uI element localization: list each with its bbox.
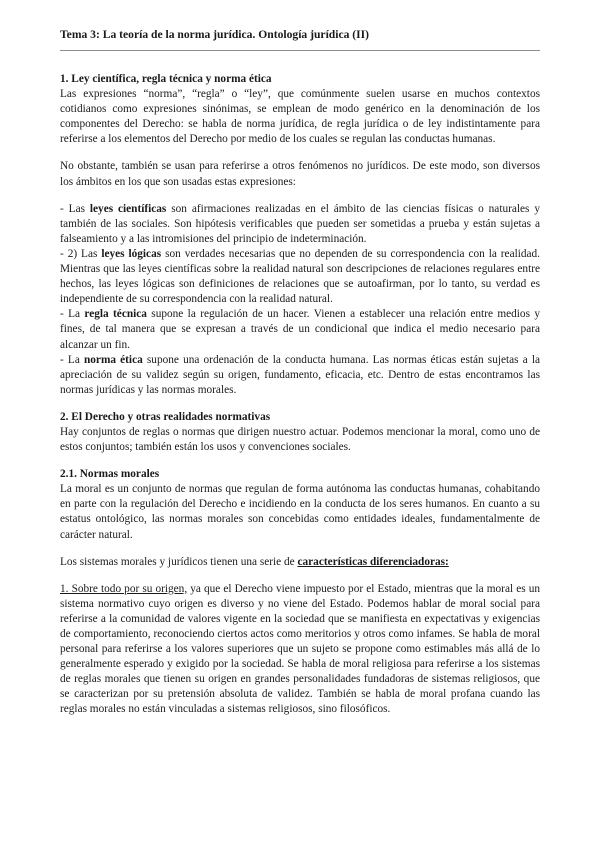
list-item-text: son verdades necesarias que no dependen de su correspondencia con la realidad. Mientras que las leyes científicas sobre la realidad natural son descripciones de relaciones regulares entre hechos, las leyes lógicas son definiciones de relaciones que se autoafirman, por lo tanto, su verdad es independiente de su correspondencia con la realidad natural. [60, 247, 540, 306]
section-2-paragraph-1: Hay conjuntos de reglas o normas que dirigen nuestro actuar. Podemos mencionar la moral, como uno de estos conjuntos; también están los usos y convenciones sociales. [60, 425, 540, 454]
list-item-prefix: - La [60, 353, 84, 366]
list-item-norma-etica [60, 353, 540, 398]
point-1-lead: 1. Sobre todo por su origen, [60, 582, 188, 595]
list-item-leyes-logicas [60, 247, 540, 307]
section-2-1-heading: 2.1. Normas morales [60, 468, 160, 481]
term-leyes-cientificas: leyes científicas [89, 202, 167, 215]
header-divider [60, 50, 540, 51]
section-1-heading: 1. Ley científica, regla técnica y norma ética [60, 73, 272, 85]
section-2-1-paragraph-3 [60, 582, 540, 718]
list-item-text: supone la regulación de un hacer. Vienen a establecer una relación entre medios y fines, de tal manera que se expresan a través de un condicional que indica el medio necesario para alcanzar un fin. [60, 308, 540, 351]
page-header-title: Tema 3: La teoría de la norma jurídica. Ontología jurídica (II) [60, 28, 370, 41]
document-body [60, 72, 540, 718]
term-leyes-logicas: leyes lógicas [101, 247, 162, 260]
list-item-prefix: - Las [60, 202, 90, 215]
list-item-text: son afirmaciones realizadas en el ámbito de las ciencias físicas o naturales y también de las sociales. Son hipótesis verificables que pueden ser sometidas a prueba y están sujetas a falseamiento y a las intromisiones del principio de indeterminación. [60, 202, 540, 245]
term-caracteristicas-diferenciadoras: características diferenciadoras: [297, 555, 449, 568]
section-2-heading: 2. El Derecho y otras realidades normativas [60, 410, 271, 423]
section-1-paragraph-2: No obstante, también se usan para referirse a otros fenómenos no jurídicos. De este modo, son diversos los ámbitos en los que son usadas estas expresiones: [60, 160, 540, 188]
section-2-1-paragraph-2 [60, 555, 540, 570]
list-item-prefix: - La [60, 308, 85, 321]
list-item-text: supone una ordenación de la conducta humana. Las normas éticas están sujetas a la apreciación de su validez según su origen, fundamento, eficacia, etc. Dentro de estas encontramos las normas jurídicas y las normas morales. [60, 353, 541, 396]
section-1-paragraph-1: Las expresiones “norma”, “regla” o “ley”, que comúnmente suelen usarse en muchos contextos cotidianos como expresiones sinónimas, se emplean de modo genérico en la denominación de los componentes del Derecho: se habla de norma jurídica, de regla jurídica o de ley indistintamente para referirse a los elementos del Derecho por medio de los cuales se regulan las conductas humanas. [60, 88, 540, 146]
term-norma-etica: norma ética [84, 353, 143, 366]
list-item-prefix: - 2) Las [60, 247, 102, 260]
section-2-1-paragraph-1: La moral es un conjunto de normas que regulan de forma autónoma las conductas humanas, cohabitando en parte con la regulación del Derecho e incidiendo en la conducta de los seres humanos. En cuanto a su estatus ontológico, las normas morales son concebidas como entidades ideales, fundamentalmente de carácter natural. [60, 483, 540, 541]
list-item-leyes-cientificas [60, 202, 540, 247]
list-item-regla-tecnica [60, 307, 540, 352]
term-regla-tecnica: regla técnica [84, 308, 147, 321]
paragraph-lead: Los sistemas morales y jurídicos tienen una serie de [60, 555, 298, 568]
point-1-text: ya que el Derecho viene impuesto por el Estado, mientras que la moral es un sistema normativo cuyo origen es diverso y no viene del Estado. Podemos hablar de moral social para referirse a la comunidad de valores vigente en la sociedad que se manifiesta en expectativas y exigencias de comportamiento, reconociendo ciertos actos como meritorios y otros como infames. Se habla de moral personal para referirse a los valores superiores que un sujeto se propone como estimables más allá de lo generalmente esperado y exigido por la sociedad. Se habla de moral religiosa para referirse a los sistemas de reglas morales que tienen su origen en grandes personalidades fundadoras de sistemas religiosos, que se caracterizan por su pretensión absoluta de validez. También se habla de moral profana cuando las reglas morales no están vinculadas a sistemas religiosos, sino filosóficos. [60, 582, 540, 716]
